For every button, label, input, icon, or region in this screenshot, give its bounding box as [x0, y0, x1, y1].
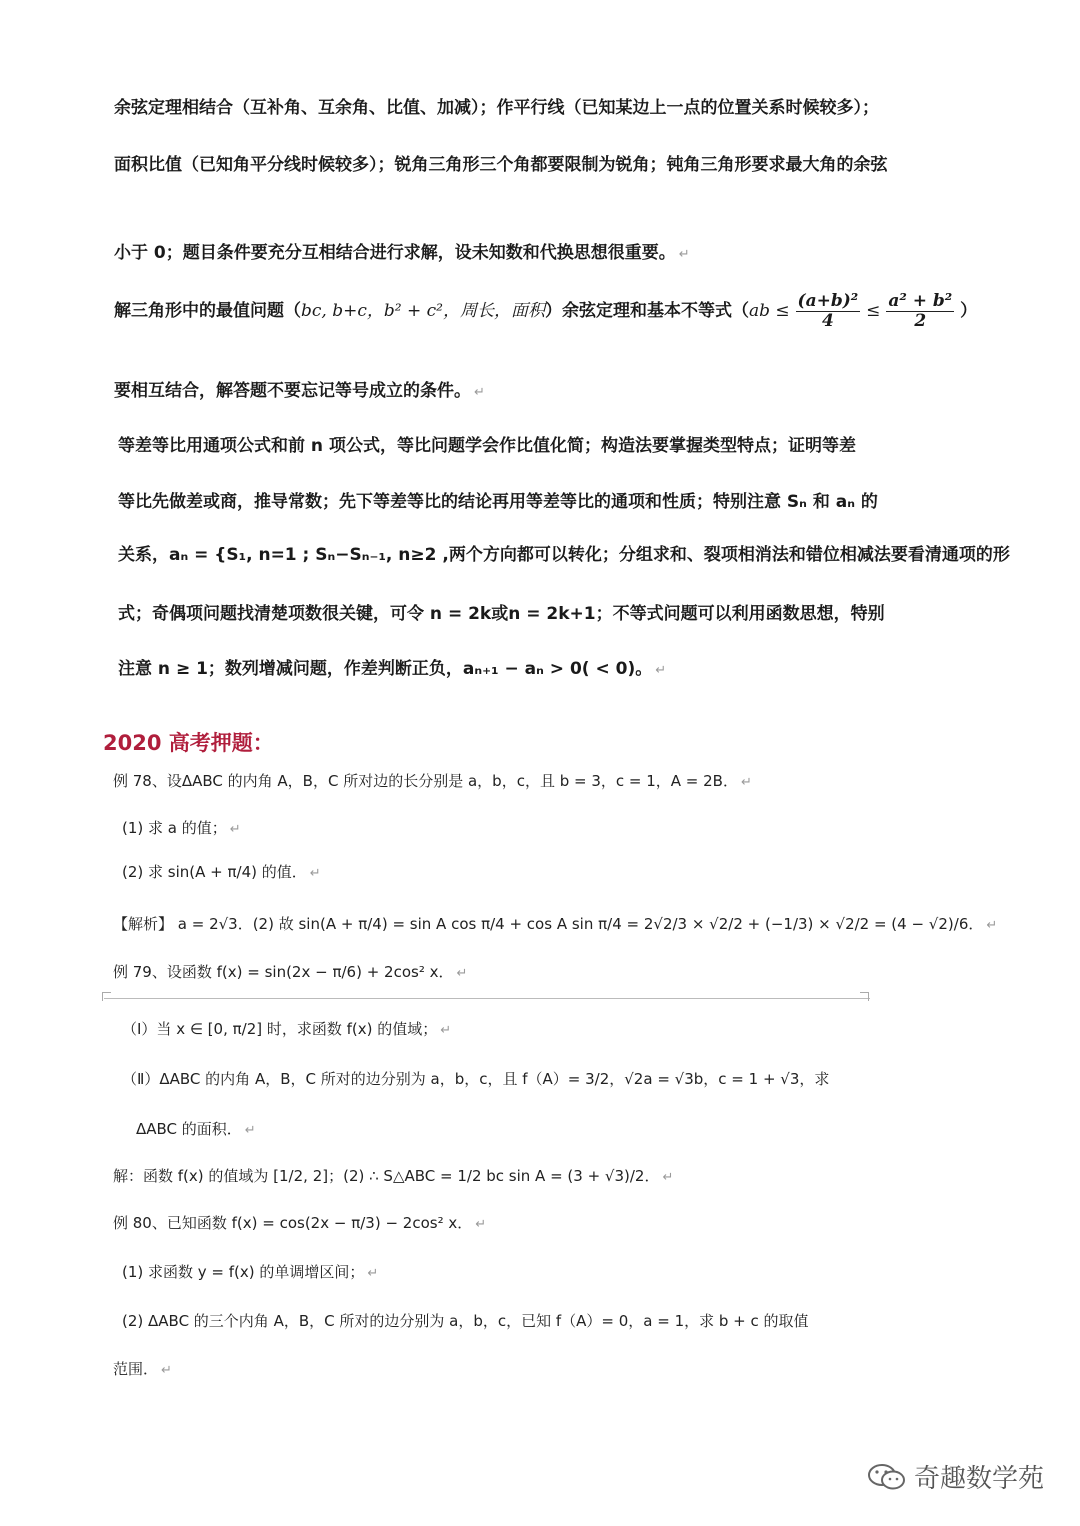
example-80-part-1: (1) 求函数 y = f(x) 的单调增区间； ↵ — [122, 1263, 379, 1281]
fraction: $\frac{\text{a² + b²}}{2}$ — [888, 291, 953, 331]
text-line-1: 余弦定理相结合（互补角、互余角、比值、加减）；作平行线（已知某边上一点的位置关系时候较多）； — [114, 98, 879, 118]
text-line-3: 小于 0；题目条件要充分互相结合进行求解，设未知数和代换思想很重要。 ↵ — [114, 243, 690, 263]
example-78-title: 例 78、设ΔABC 的内角 A，B，C 所对边的长分别是 a，b，c，且 b = 3，c = 1，A = 2B． ↵ — [113, 772, 752, 790]
paragraph-mark-icon: ↵ — [740, 775, 752, 790]
text-line-9: 式；奇偶项问题找清楚项数很关键，可令 n = 2k或n = 2k+1；不等式问题可以利用函数思想，特别 — [118, 604, 885, 624]
paragraph-mark-icon: ↵ — [474, 385, 485, 400]
divider-corner-right — [860, 992, 869, 1001]
paragraph-mark-icon: ↵ — [662, 1170, 674, 1185]
example-79-part-2: （Ⅱ）ΔABC 的内角 A，B，C 所对的边分别为 a，b，c，且 f（A）= 3/2，√2a = √3b，c = 1 + √3，求 — [122, 1070, 830, 1088]
example-79-solution: 解：函数 f(x) 的值域为 [1/2, 2]；(2) ∴ S△ABC = 1/2 bc sin A = (3 + √3)/2． ↵ — [113, 1167, 674, 1185]
paragraph-mark-icon: ↵ — [456, 966, 468, 981]
text-line-10: 注意 n ≥ 1；数列增减问题，作差判断正负，aₙ₊₁ − aₙ > 0( < 0)。 ↵ — [118, 659, 667, 679]
text-line-5: 要相互结合，解答题不要忘记等号成立的条件。 ↵ — [114, 381, 485, 401]
watermark — [866, 1458, 1044, 1495]
fraction: $\frac{\text{(a+b)²}}{4}$ — [797, 291, 859, 331]
example-78-part-1: (1) 求 a 的值； ↵ — [122, 819, 241, 837]
paragraph-mark-icon: ↵ — [986, 918, 998, 933]
paragraph-mark-icon: ↵ — [229, 822, 241, 837]
paragraph-mark-icon: ↵ — [475, 1217, 487, 1232]
example-78-part-2: (2) 求 sin(A + π/4) 的值． ↵ — [122, 863, 321, 881]
example-79-title: 例 79、设函数 f(x) = sin(2x − π/6) + 2cos² x． ↵ — [113, 963, 468, 981]
paragraph-mark-icon: ↵ — [244, 1123, 256, 1138]
paragraph-mark-icon: ↵ — [309, 866, 321, 881]
paragraph-mark-icon: ↵ — [678, 247, 690, 262]
wechat-icon — [866, 1461, 908, 1493]
paragraph-mark-icon: ↵ — [440, 1023, 452, 1038]
paragraph-mark-icon: ↵ — [655, 663, 667, 678]
paragraph-mark-icon: ↵ — [367, 1266, 379, 1281]
example-78-solution: 【解析】 a = 2√3．(2) 故 sin(A + π/4) = sin A cos π/4 + cos A sin π/4 = 2√2/3 × √2/2 + (−1/3) × √2/2 = (4 − √2)/6． ↵ — [113, 915, 998, 933]
example-80-part-2-cont: 范围． ↵ — [113, 1360, 172, 1378]
example-79-part-1: （Ⅰ）当 x ∈ [0, π/2] 时，求函数 f(x) 的值域； ↵ — [122, 1020, 452, 1038]
section-divider — [104, 998, 870, 999]
example-80-title: 例 80、已知函数 f(x) = cos(2x − π/3) − 2cos² x． ↵ — [113, 1214, 487, 1232]
text-line-2: 面积比值（已知角平分线时候较多）；锐角三角形三个角都要限制为锐角；钝角三角形要求最大角的余弦 — [114, 155, 888, 175]
divider-corner-left — [102, 992, 111, 1001]
text-line-7: 等比先做差或商，推导常数；先下等差等比的结论再用等差等比的通项和性质；特别注意 Sₙ 和 aₙ 的 — [118, 492, 878, 512]
example-80-part-2: (2) ΔABC 的三个内角 A，B，C 所对的边分别为 a，b，c，已知 f（A）= 0，a = 1，求 b + c 的取值 — [122, 1312, 809, 1330]
text-line-8: 关系，aₙ = {S₁, n=1 ; Sₙ−Sₙ₋₁, n≥2 ,两个方向都可以转化；分组求和、裂项相消法和错位相减法要看清通项的形 — [118, 545, 1010, 565]
watermark-text: 奇趣数学苑 — [913, 1464, 1044, 1494]
text-line-6: 等差等比用通项公式和前 n 项公式，等比问题学会作比值化简；构造法要掌握类型特点；证明等差 — [118, 436, 856, 456]
section-heading: 2020 高考押题： — [103, 731, 274, 755]
text-line-4: 解三角形中的最值问题（bc, b+c，b² + c²，周长，面积）余弦定理和基本不等式（ab ≤ $\frac{\text{(a+b)²}}{4}$ ≤ $\frac{\text{a² + b²}}{2}$ ） — [114, 291, 978, 331]
paragraph-mark-icon: ↵ — [161, 1363, 172, 1378]
example-79-part-2-cont: ΔABC 的面积． ↵ — [136, 1120, 256, 1138]
